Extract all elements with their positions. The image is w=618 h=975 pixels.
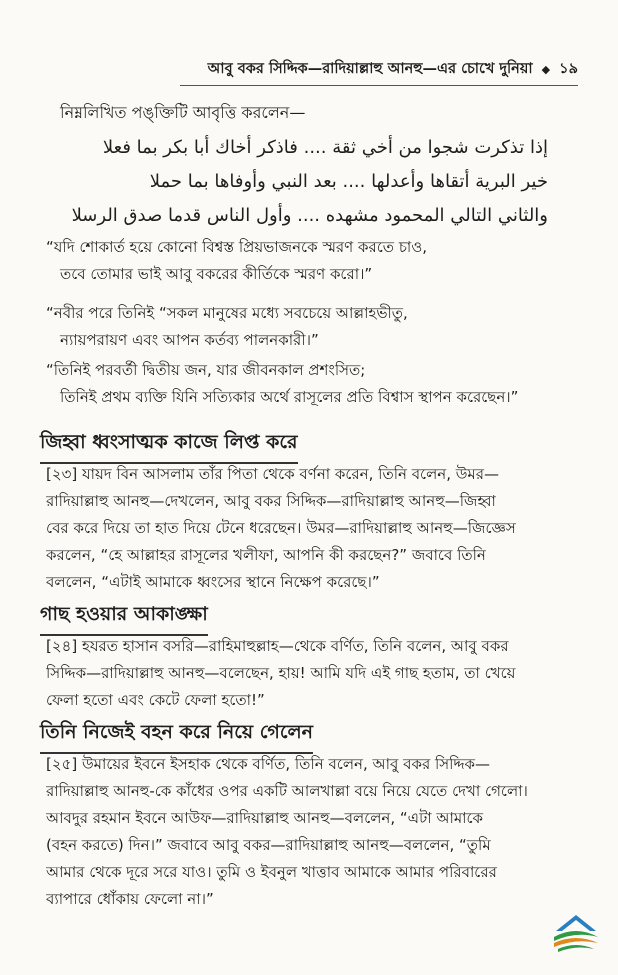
page-number: ১৯ (559, 61, 578, 77)
translation-quote-3 (46, 357, 582, 411)
arabic-verse-2: خير البرية أتقاها وأعدلها .... بعد النبي وأوفاها بما حملا (149, 171, 548, 192)
paragraph-line: [২৪] হযরত হাসান বসরি—রাহিমাহুল্লাহ—থেকে বর্ণিত, তিনি বলেন, আবু বকর (46, 637, 509, 655)
quote-line: “যদি শোকার্ত হয়ে কোনো বিশ্বস্ত প্রিয়ভাজনকে স্মরণ করতে চাও, (46, 238, 428, 256)
paragraph-line: আবদুর রহমান ইবনে আউফ—রাদিয়াল্লাহু আনহু—বললেন, “এটা আমাকে (46, 809, 484, 827)
quote-line: তবে তোমার ভাই আবু বকরের কীর্তিকে স্মরণ করো।” (60, 265, 373, 283)
section-heading-tongue: জিহ্বা ধ্বংসাত্মক কাজে লিপ্ত করে (40, 428, 298, 464)
quote-line: “তিনিই পরবর্তী দ্বিতীয় জন, যার জীবনকাল প্রশংসিত; (46, 361, 366, 379)
quote-line: ন্যায়পরায়ণ এবং আপন কর্তব্য পালনকারী।” (60, 331, 319, 349)
arabic-verse-1: إذا تذكرت شجوا من أخي ثقة .... فاذكر أخاك أبا بكر بما فعلا (102, 137, 548, 158)
quote-line: “নবীর পরে তিনিই “সকল মানুষের মধ্যে সবচেয়ে আল্লাহভীতু, (46, 304, 408, 322)
paragraph-line: রাদিয়াল্লাহু আনহু—দেখলেন, আবু বকর সিদ্দিক—রাদিয়াল্লাহু আনহু—জিহ্বা (46, 492, 496, 510)
paragraph-23 (46, 461, 582, 596)
paragraph-line: করলেন, “হে আল্লাহর রাসূলের খলীফা, আপনি কী করছেন?” জবাবে তিনি (46, 546, 486, 564)
paragraph-24 (46, 633, 582, 714)
paragraph-line: [২৩] যায়দ বিন আসলাম তাঁর পিতা থেকে বর্ণনা করেন, তিনি বলেন, উমর— (46, 465, 500, 483)
translation-quote-2 (46, 300, 582, 354)
running-title: আবু বকর সিদ্দিক—রাদিয়াল্লাহু আনহু—এর চোখে দুনিয়া (207, 61, 533, 77)
section-heading-carried: তিনি নিজেই বহন করে নিয়ে গেলেন (40, 718, 313, 754)
paragraph-line: বললেন, “এটাই আমাকে ধ্বংসের স্থানে নিক্ষেপ করেছে।” (46, 573, 380, 591)
quote-line: তিনিই প্রথম ব্যক্তি যিনি সত্যিকার অর্থে রাসূলের প্রতি বিশ্বাস স্থাপন করেছেন।” (60, 388, 519, 406)
paragraph-line: আমার থেকে দূরে সরে যাও। তুমি ও ইবনুল খাত্তাব আমাকে আমার পরিবারের (46, 863, 497, 881)
header-bullet: ◆ (541, 63, 551, 76)
arabic-verse-3: والثاني التالي المحمود مشهده .... وأول الناس قدما صدق الرسلا (71, 205, 548, 226)
section-heading-tree: গাছ হওয়ার আকাঙ্ক্ষা (40, 600, 208, 636)
paragraph-line: [২৫] উমায়ের ইবনে ইসহাক থেকে বর্ণিত, তিনি বলেন, আবু বকর সিদ্দিক— (46, 755, 491, 773)
intro-line: নিম্নলিখিত পঙ্‌ক্তিটি আবৃত্তি করলেন— (60, 103, 306, 122)
running-header (180, 58, 578, 86)
paragraph-25 (46, 751, 582, 913)
paragraph-line: সিদ্দিক—রাদিয়াল্লাহু আনহু—বলেছেন, হায়! আমি যদি এই গাছ হতাম, তা খেয়ে (46, 664, 516, 682)
translation-quote-1 (46, 234, 582, 288)
paragraph-line: বের করে দিয়ে তা হাত দিয়ে টেনে ধরেছেন। উমর—রাদিয়াল্লাহু আনহু—জিজ্ঞেস (46, 519, 516, 537)
paragraph-line: (বহন করতে) দিন।” জবাবে আবু বকর—রাদিয়াল্লাহু আনহু—বললেন, “তুমি (46, 836, 491, 854)
paragraph-line: ফেলা হতো এবং কেটে ফেলা হতো!” (46, 691, 265, 709)
publisher-logo-icon (548, 911, 604, 955)
paragraph-line: রাদিয়াল্লাহু আনহু-কে কাঁধের ওপর একটি আলখাল্লা বয়ে নিয়ে যেতে দেখা গেলো। (46, 782, 528, 800)
paragraph-line: ব্যাপারে ধোঁকায় ফেলো না।” (46, 890, 214, 908)
